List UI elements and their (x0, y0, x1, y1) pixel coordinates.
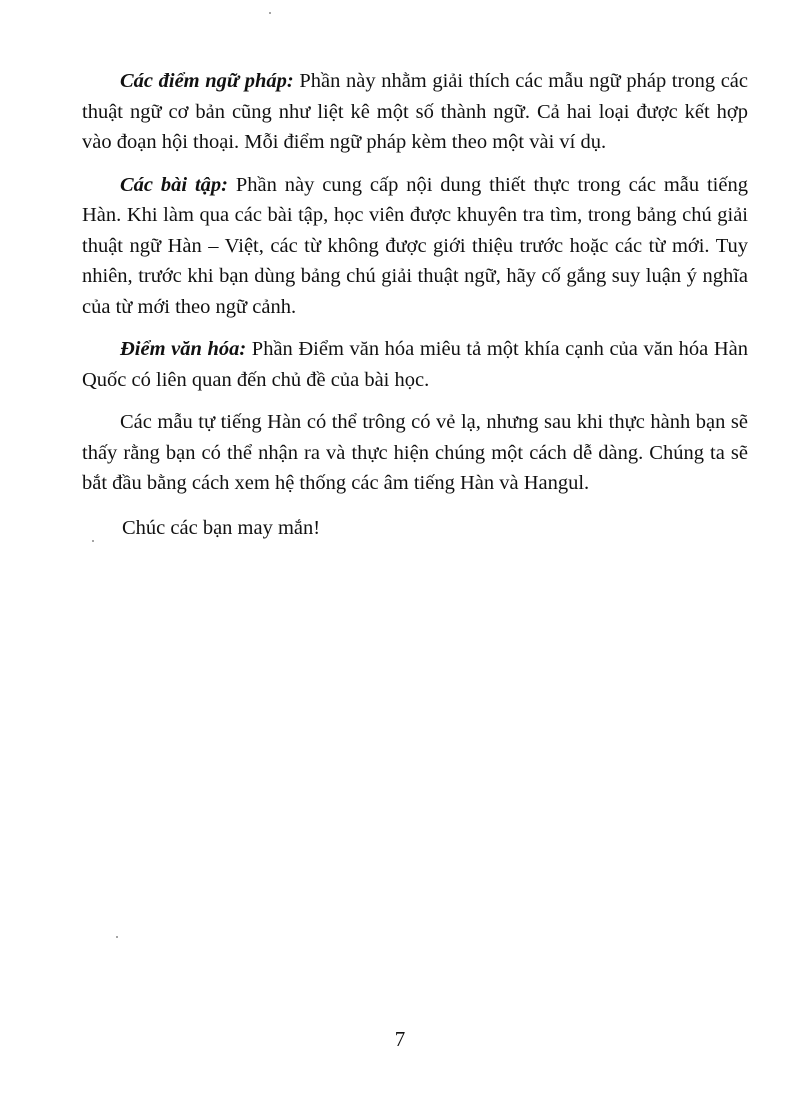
term-exercises: Các bài tập: (120, 173, 228, 196)
paragraph-text: Phần Điểm văn hóa miêu tả một khía cạnh của văn hóa Hàn Quốc có liên quan đến chủ đề của bài học. (82, 338, 748, 391)
body-text (82, 66, 748, 543)
paragraph-exercises (82, 170, 748, 323)
closing-line: Chúc các bạn may mắn! (122, 516, 321, 539)
paragraph-text: Phần này nhằm giải thích các mẫu ngữ pháp trong các thuật ngữ cơ bản cũng như liệt kê một số thành ngữ. Cả hai loại được kết hợp vào đoạn hội thoại. Mỗi điểm ngữ pháp kèm theo một vài ví dụ. (82, 70, 748, 153)
term-culture-point: Điểm văn hóa: (120, 338, 247, 360)
paragraph-grammar-points (82, 66, 748, 158)
paragraph-culture-point (82, 334, 748, 395)
scan-speck (269, 12, 271, 14)
paragraph-hangul-intro (82, 407, 748, 499)
paragraph-text: Phần này cung cấp nội dung thiết thực trong các mẫu tiếng Hàn. Khi làm qua các bài tập, học viên được khuyên tra tìm, trong bảng chú giải thuật ngữ Hàn – Việt, các từ không được giới thiệu trước hoặc các từ mới. Tuy nhiên, trước khi bạn dùng bảng chú giải thuật ngữ, hãy cố gắng suy luận ý nghĩa của từ mới theo ngữ cảnh. (82, 173, 748, 318)
paragraph-text: Các mẫu tự tiếng Hàn có thể trông có vẻ lạ, nhưng sau khi thực hành bạn sẽ thấy rằng bạn có thể nhận ra và thực hiện chúng một cách dễ dàng. Chúng ta sẽ bắt đầu bằng cách xem hệ thống các âm tiếng Hàn và Hangul. (82, 411, 748, 494)
term-grammar-points: Các điểm ngữ pháp: (120, 70, 294, 92)
scan-speck (116, 936, 118, 938)
page-number: 7 (394, 1027, 406, 1051)
